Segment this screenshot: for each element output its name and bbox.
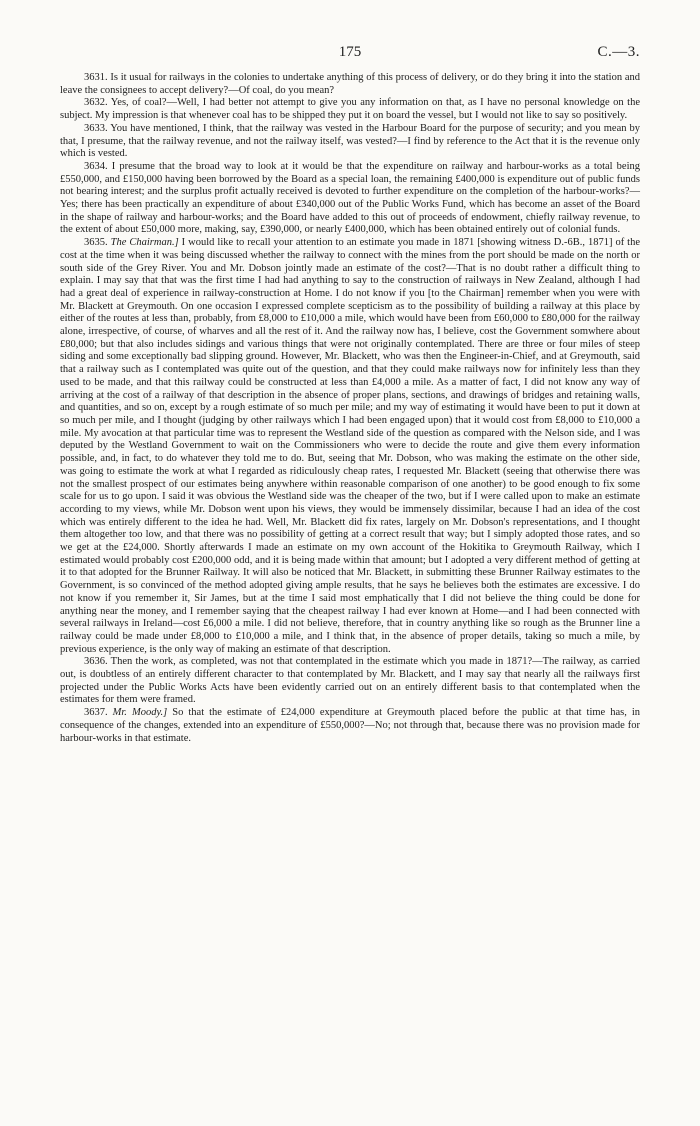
- paragraph-text: Then the work, as completed, was not that contemplated in the estimate which you made in 1871?—The railway, as carried out, is doubtless of an entirely different character to that contemplated by Mr. Blackett, and I may say that nearly all the railways first projected under the Public Works Acts have been evidently carried out on an entirely different basis to that contemplated when the estimates for them were framed.: [60, 656, 640, 706]
- page-header: [60, 44, 640, 66]
- paragraph-text: So that the estimate of £24,000 expenditure at Greymouth placed before the public at that time has, in consequence of the changes, extended into an expenditure of £550,000?—No; not through that, because there was no provision made for harbour-works in that estimate.: [60, 707, 641, 744]
- testimony-body: [60, 72, 640, 745]
- question-number: 3635.: [84, 237, 108, 249]
- paragraph-3637: [60, 707, 640, 745]
- paragraph-text: Yes, of coal?—Well, I had better not attempt to give you any information on that, as I have no personal knowledge on the subject. My impression is that whenever coal has to be shipped they put it on board the vessel, but I would not like to say so positively.: [60, 97, 640, 122]
- paragraph-3634: [60, 161, 640, 237]
- paragraph-text: I would like to recall your attention to an estimate you made in 1871 [showing witness D.-6B., 1871] of the cost at the time when it was being discussed whether the railway to connect with the mines from the port should be made on the north or south side of the Grey River. You and Mr. Dobson jointly made an estimate of the cost?—That is no doubt rather a difficult thing to explain. I may say that that was the first time I had had anything to say to the construction of railways in New Zealand, although I had had a great deal of experience in railway-construction at Home. I do not know if you [to the Chairman] remember when you were with Mr. Blackett at Greymouth. On one occasion I expressed complete scepticism as to the possibility of building a railway at this place by either of the routes at less than, probably, from £8,000 to £10,000 a mile, which would have been from £60,000 to £80,000 for the railway alone, irrespective, of course, of wharves and all the rest of it. And the railway now has, I believe, cost the Government somwhere about £80,000; but that also includes sidings and various things that were not originally contemplated. There are three or four miles of steep siding and some exceptionally bad slipping ground. However, Mr. Blackett, who was then the Engineer-in-Chief, and at Greymouth, said that a railway such as I contemplated was quite out of the question, and that they could make railways now for infinitely less than they used to be made, and that this railway could be constructed at less than £4,000 a mile. As a matter of fact, I did not know any way of arriving at the cost of a railway of that description in the absence of proper plans, sections, and drawings of bridges and retaining walls, and quantities, and so on, except by a rough estimate of so much per mile; and my way of estimating it would have been to put it down at so much per mile, and I thought (judging by other railways which I had been engaged upon) that it would cost from £8,000 to £10,000 a mile. My avocation at that particular time was to represent the Westland side of the question as compared with the Nelson side, and I was deputed by the Westland Government to wait on the Commissioners who were to decide the route and give them every information possible, and, in fact, to do whatever they told me to do. But, seeing that Mr. Dobson, who was making the estimate on the other side, was going to estimate the work at what I regarded as ridiculously cheap rates, I requested Mr. Blackett (seeing that otherwise there was not the smallest prospect of our estimates being anywhere within reasonable comparison of one another) to be good enough to fix some scale for us to go upon. I said it was obvious the Westland side was the cheaper of the two, but if I were called upon to make an estimate according to my views, while Mr. Dobson went upon his views, they would be immensely dissimilar, because I had an idea of the cost which was entirely different to the idea he had. Well, Mr. Blackett did fix rates, largely on Mr. Dobson's representations, and I thought them altogether too low, and that there was no possibility of getting at a correct result that way; but I simply adopted those rates, and so we get at the £24,000. Shortly afterwards I made an estimate on my own account of the Hokitika to Greymouth Railway, which I estimated would probably cost £200,000 odd, and it is being made within that amount; but I adopted a very different method of getting at it to that adopted for the Brunner Railway. It will also be noticed that Mr. Blackett, in submitting these Brunner Railway estimates to the Government, is so convinced of the method adopted giving ample results, that he says he believes both the estimates are excessive. I do not know if you remember it, Sir James, but at the time I said most emphatically that I did not believe the thing could be done for anything near the money, and I remember saying that the cheapest railway I had ever known at Home—and I had been connected with several railways in Ireland—cost £6,000 a mile. I did not believe, therefore, that in country anything like so rough as the Brunner line a railway could be made under £8,000 to £10,000 a mile, and I think that, in the absence of proper details, taking so much a mile, by previous experience, is the only way of making an estimate of that description.: [60, 237, 641, 655]
- paragraph-3636: [60, 656, 640, 707]
- question-number: 3634.: [84, 160, 108, 172]
- speaker-label: Mr. Moody.]: [112, 707, 168, 719]
- paragraph-text: I presume that the broad way to look at it would be that the expenditure on railway and harbour-works as a total being £550,000, and £150,000 having been borrowed by the Board as a special loan, the remaining £400,000 is expenditure out of public funds not bearing interest; and the surplus profit actually received is devoted to further expenditure on the completion of the harbour-works?—Yes; there has been practically an expenditure of about £340,000 out of the Public Works Fund, which has become an asset of the Board in the shape of railway and harbour-works; and the Board have added to this out of proceeds of endowment, chiefly railway revenue, to the extent of about £50,000 more, making, say, £390,000, or nearly £400,000, which has been obtained entirely out of colonial funds.: [60, 160, 641, 236]
- page-number: 175: [338, 44, 362, 60]
- question-number: 3632.: [84, 97, 108, 109]
- paragraph-text: Is it usual for railways in the colonies to undertake anything of this process of delivery, or do they bring it into the station and leave the consignees to accept delivery?—Of coal, do you mean?: [60, 72, 640, 96]
- paragraph-3633: [60, 123, 640, 161]
- paragraph-3635: [60, 237, 640, 656]
- speaker-label: The Chairman.]: [110, 237, 179, 249]
- question-number: 3637.: [84, 707, 108, 719]
- paragraph-text: You have mentioned, I think, that the railway was vested in the Harbour Board for the purpose of security; and you mean by that, I presume, that the railway revenue, and not the railway itself, was vested?—I find by reference to the Act that it is the revenue only which is vested.: [60, 122, 640, 160]
- question-number: 3633.: [84, 122, 108, 134]
- document-code: C.—3.: [597, 44, 640, 60]
- paragraph-3631: [60, 72, 640, 97]
- question-number: 3631.: [84, 72, 108, 83]
- paragraph-3632: [60, 97, 640, 122]
- question-number: 3636.: [84, 656, 108, 668]
